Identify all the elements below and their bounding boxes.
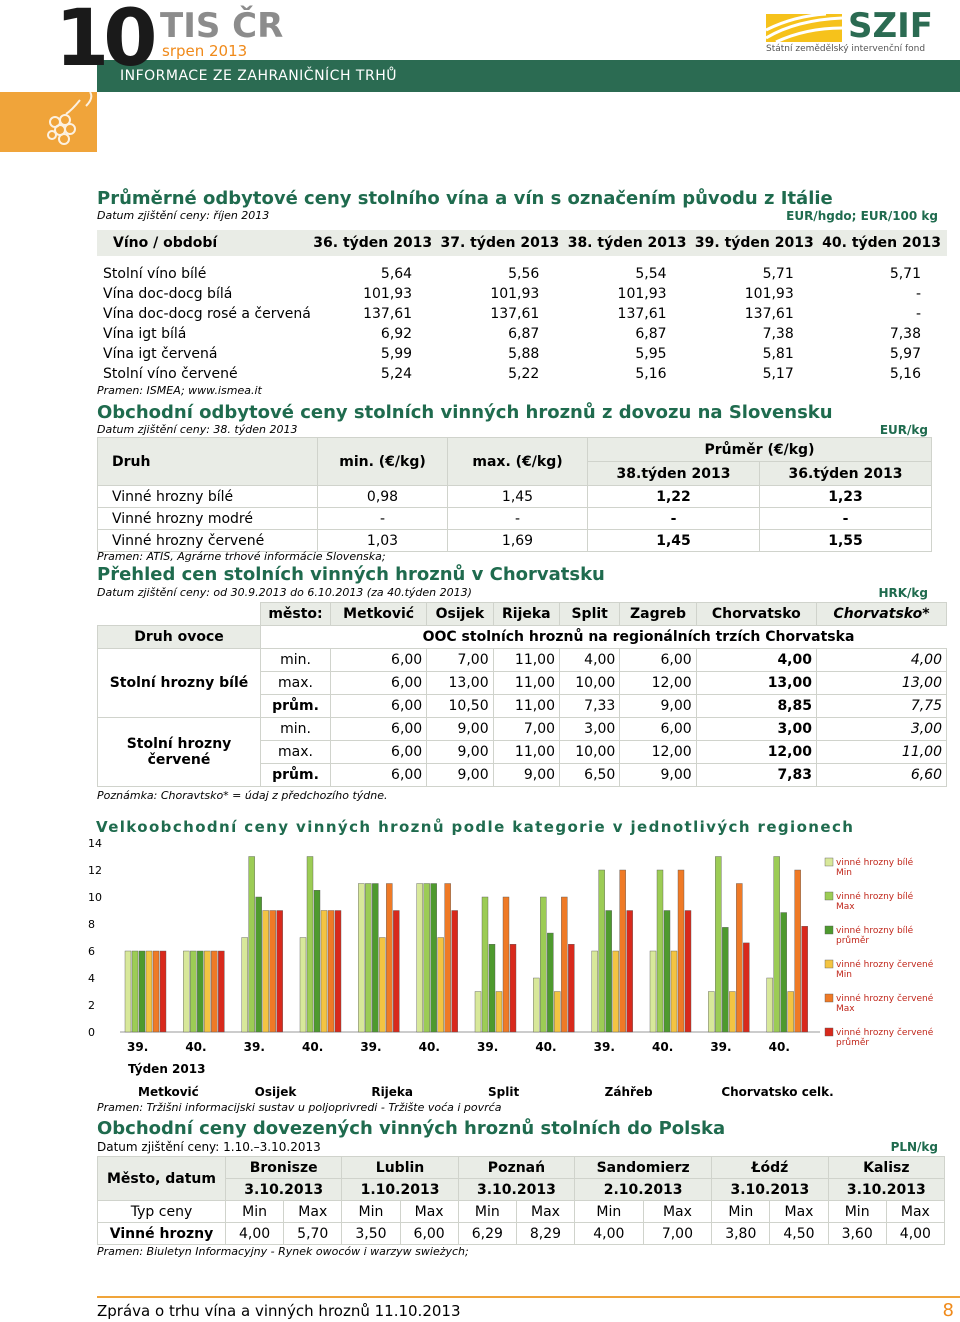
table-row: Stolní hrozny bílé min. 6,00 7,00 11,00 4,00 6,00 4,00 4,00 xyxy=(98,649,947,672)
legend-label: vinné hrozny bílé xyxy=(836,926,914,936)
table-row: Stolní víno bílé 5,64 5,56 5,54 5,71 5,71 xyxy=(103,266,921,282)
table-row: Vinné hrozny bílé 0,98 1,45 1,22 1,23 xyxy=(98,486,932,508)
chart-bar xyxy=(708,992,714,1033)
chart-bar xyxy=(379,938,385,1033)
chart-bar xyxy=(242,938,248,1033)
group-label: Metković xyxy=(138,1085,199,1099)
croatia-date-note: Datum zjištění ceny: od 30.9.2013 do 6.10.2013 (za 40.týden 2013) xyxy=(97,586,472,599)
grape-icon xyxy=(0,92,97,152)
legend-label: vinné hrozny bílé xyxy=(836,858,914,868)
week-label: 39. xyxy=(127,1040,149,1054)
col-header: město: xyxy=(261,603,331,626)
chart-bar xyxy=(183,951,189,1032)
chart-bar xyxy=(328,911,334,1033)
poland-table xyxy=(97,1156,945,1245)
legend-swatch xyxy=(825,994,833,1002)
week-label: 40. xyxy=(652,1040,674,1054)
chart-bar xyxy=(139,951,145,1032)
table-row: Vinné hrozny červené 1,03 1,69 1,45 1,55 xyxy=(98,530,932,552)
slovakia-date-note: Datum zjištění ceny: 38. týden 2013 xyxy=(97,423,298,436)
chart-bar xyxy=(547,933,553,1032)
chart-bar xyxy=(160,951,166,1032)
legend-label: Max xyxy=(836,1004,855,1014)
week-label: 40. xyxy=(302,1040,324,1054)
col-header: 1.10.2013 xyxy=(342,1179,458,1201)
italy-unit: EUR/hgdo; EUR/100 kg xyxy=(786,209,938,223)
week-label: 39. xyxy=(477,1040,499,1054)
chart-bar xyxy=(132,951,138,1032)
legend-label: Max xyxy=(836,902,855,912)
group-label: Chorvatsko celk. xyxy=(721,1085,834,1099)
col-header: Metković xyxy=(331,603,427,626)
chart-bar xyxy=(358,884,364,1033)
week-label: 39. xyxy=(243,1040,265,1054)
table-row: Typ ceny Min Max Min Max Min Max Min Max Min Max Min Max xyxy=(98,1201,945,1223)
col-header: 36.týden 2013 xyxy=(760,462,932,486)
chart-bar xyxy=(438,938,444,1033)
poland-unit: PLN/kg xyxy=(890,1140,938,1154)
chart-bar xyxy=(211,951,217,1032)
chart-bar xyxy=(249,857,255,1033)
chart-bar xyxy=(503,897,509,1032)
legend-label: Min xyxy=(836,970,852,980)
page-number: 8 xyxy=(942,1300,954,1321)
chart-bar xyxy=(620,870,626,1032)
col-header: Poznań xyxy=(458,1157,574,1179)
italy-table xyxy=(97,230,947,384)
italy-date-note: Datum zjištění ceny: říjen 2013 xyxy=(97,209,270,222)
week-label: 40. xyxy=(768,1040,790,1054)
publication-name: TIS ČR xyxy=(160,6,284,46)
slovakia-unit: EUR/kg xyxy=(879,423,928,437)
slovakia-source: Pramen: ATIS, Agrárne trhové informácie Slovenska; xyxy=(97,550,386,563)
table-row: Vína doc-docg rosé a červená 137,61 137,61 137,61 137,61 - xyxy=(103,306,921,322)
col-header: 3.10.2013 xyxy=(458,1179,574,1201)
y-tick-label: 10 xyxy=(88,891,102,904)
table-row: Stolní víno červené 5,24 5,22 5,16 5,17 5,16 xyxy=(103,366,921,382)
croatia-title: Přehled cen stolních vinných hroznů v Chorvatsku xyxy=(97,564,605,585)
poland-title: Obchodní ceny dovezených vinných hroznů stolních do Polska xyxy=(97,1118,726,1139)
slovakia-title: Obchodní odbytové ceny stolních vinných hroznů z dovozu na Slovensku xyxy=(97,402,833,423)
legend-swatch xyxy=(825,858,833,866)
chart-bar xyxy=(417,884,423,1033)
slovakia-table xyxy=(97,437,932,552)
col-header: Druh xyxy=(98,438,318,486)
chart-bar xyxy=(743,943,749,1032)
chart-bar xyxy=(424,884,430,1033)
chart-bar xyxy=(482,897,488,1032)
chart-bar xyxy=(657,870,663,1032)
chart-bar xyxy=(153,951,159,1032)
chart-bar xyxy=(592,951,598,1032)
col-header: 3.10.2013 xyxy=(226,1179,342,1201)
col-header: Chorvatsko xyxy=(696,603,816,626)
legend-label: vinné hrozny bílé xyxy=(836,892,914,902)
chart-bar xyxy=(372,884,378,1033)
chart-bar xyxy=(606,911,612,1033)
y-tick-label: 2 xyxy=(88,999,95,1012)
table-row: prům. 6,00 9,00 9,00 6,50 9,00 7,83 6,60 xyxy=(98,764,947,787)
week-label: 40. xyxy=(535,1040,557,1054)
col-header: Bronisze xyxy=(226,1157,342,1179)
chart-bar xyxy=(393,911,399,1033)
italy-source: Pramen: ISMEA; www.ismea.it xyxy=(97,384,262,397)
col-header: 38.týden 2013 xyxy=(588,462,760,486)
croatia-note: Poznámka: Choravtsko* = údaj z předchozího týdne. xyxy=(97,789,388,802)
col-header: Zagreb xyxy=(620,603,696,626)
chart-bar xyxy=(386,884,392,1033)
chart-bar xyxy=(365,884,371,1033)
page-header xyxy=(0,0,960,152)
col-header: 38. týden 2013 xyxy=(565,230,692,256)
publication-subtitle: INFORMACE ZE ZAHRANIČNÍCH TRHŮ xyxy=(120,68,397,84)
chart-bar xyxy=(475,992,481,1033)
chart-bar xyxy=(554,992,560,1033)
legend-label: průměr xyxy=(836,936,870,946)
group-label: Stolní hrozny červené xyxy=(98,718,261,787)
legend-swatch xyxy=(825,960,833,968)
col-header: Kalisz xyxy=(828,1157,944,1179)
table-row: prům. 6,00 10,50 11,00 7,33 9,00 8,85 7,75 xyxy=(98,695,947,718)
chart-bar xyxy=(678,870,684,1032)
chart-bar xyxy=(540,897,546,1032)
footer-text: Zpráva o trhu vína a vinných hroznů 11.10.2013 xyxy=(97,1302,461,1320)
y-tick-label: 6 xyxy=(88,945,95,958)
col-header: 3.10.2013 xyxy=(712,1179,828,1201)
chart-source: Pramen: Tržišni informacijski sustav u poljoprivredi - Tržište voća i povrća xyxy=(97,1101,502,1114)
chart-bar xyxy=(314,890,320,1032)
week-label: 40. xyxy=(418,1040,440,1054)
chart-bar xyxy=(599,870,605,1032)
chart-bar xyxy=(307,857,313,1033)
col-header: 2.10.2013 xyxy=(575,1179,712,1201)
group-label: Stolní hrozny bílé xyxy=(98,649,261,718)
legend-swatch xyxy=(825,926,833,934)
chart-bar xyxy=(715,857,721,1033)
col-header: min. (€/kg) xyxy=(318,438,448,486)
bar-chart xyxy=(80,810,950,1110)
publication-date: srpen 2013 xyxy=(162,42,248,60)
chart-bar xyxy=(568,944,574,1032)
table-row: max. 6,00 13,00 11,00 10,00 12,00 13,00 13,00 xyxy=(98,672,947,695)
chart-bar xyxy=(650,951,656,1032)
col-header: Víno / období xyxy=(97,230,311,256)
chart-bar xyxy=(277,911,283,1033)
header-grape-tile xyxy=(0,92,97,152)
poland-source: Pramen: Biuletyn Informacyjny - Rynek owoców i warzyw swieżych; xyxy=(97,1245,469,1258)
chart-bar xyxy=(146,951,152,1032)
legend-label: vinné hrozny červené xyxy=(836,1028,934,1038)
legend-swatch xyxy=(825,1028,833,1036)
week-label: 39. xyxy=(360,1040,382,1054)
chart-bar xyxy=(722,927,728,1032)
y-tick-label: 8 xyxy=(88,918,95,931)
y-tick-label: 12 xyxy=(88,864,102,877)
legend-label: vinné hrozny červené xyxy=(836,960,934,970)
legend-label: Min xyxy=(836,868,852,878)
col-header: Osijek xyxy=(427,603,493,626)
chart-bar xyxy=(767,978,773,1032)
table-row: Vína igt bílá 6,92 6,87 6,87 7,38 7,38 xyxy=(103,326,921,342)
week-label: 39. xyxy=(710,1040,732,1054)
x-axis-label: Týden 2013 xyxy=(128,1062,206,1076)
chart-bar xyxy=(218,951,224,1032)
legend-label: průměr xyxy=(836,1038,870,1048)
chart-bar xyxy=(781,913,787,1032)
chart-bar xyxy=(431,884,437,1033)
chart-bar xyxy=(256,897,262,1032)
chart-title: Velkoobchodní ceny vinných hroznů podle kategorie v jednotlivých regionech xyxy=(96,818,855,836)
week-label: 39. xyxy=(593,1040,615,1054)
chart-bar xyxy=(729,992,735,1033)
chart-bar xyxy=(685,911,691,1033)
chart-bar xyxy=(774,857,780,1033)
chart-bar xyxy=(795,870,801,1032)
chart-container xyxy=(80,810,950,1110)
col-header: OOC stolních hroznů na regionálních trzích Chorvatska xyxy=(422,629,855,645)
issue-number: 10 xyxy=(55,0,152,84)
chart-bar xyxy=(802,926,808,1032)
chart-bar xyxy=(510,944,516,1032)
y-tick-label: 0 xyxy=(88,1026,95,1039)
chart-bar xyxy=(736,884,742,1033)
col-header: Město, datum xyxy=(98,1157,226,1201)
logo-name: SZIF xyxy=(848,6,934,46)
table-row: Vína doc-docg bílá 101,93 101,93 101,93 101,93 - xyxy=(103,286,921,302)
table-row: max. 6,00 9,00 11,00 10,00 12,00 12,00 11,00 xyxy=(98,741,947,764)
col-header: Průměr (€/kg) xyxy=(588,438,932,462)
legend-swatch xyxy=(825,892,833,900)
chart-bar xyxy=(445,884,451,1033)
chart-bar xyxy=(321,911,327,1033)
chart-bar xyxy=(197,951,203,1032)
y-tick-label: 4 xyxy=(88,972,95,985)
group-label: Osijek xyxy=(254,1085,297,1099)
group-label: Záhřeb xyxy=(604,1085,653,1099)
footer-line xyxy=(97,1296,960,1298)
chart-bar xyxy=(335,911,341,1033)
col-header: 40. týden 2013 xyxy=(820,230,947,256)
chart-bar xyxy=(125,951,131,1032)
chart-bar xyxy=(671,951,677,1032)
table-row: Stolní hrozny červené min. 6,00 9,00 7,00 3,00 6,00 3,00 3,00 xyxy=(98,718,947,741)
chart-bar xyxy=(263,911,269,1033)
col-header: 37. týden 2013 xyxy=(438,230,565,256)
col-header: Rijeka xyxy=(493,603,559,626)
y-tick-label: 14 xyxy=(88,837,102,850)
col-header: 36. týden 2013 xyxy=(311,230,438,256)
croatia-table xyxy=(97,602,947,787)
chart-bar xyxy=(300,938,306,1033)
poland-date-note: Datum zjištění ceny: 1.10.–3.10.2013 xyxy=(97,1140,321,1154)
chart-bar xyxy=(489,944,495,1032)
col-header: Chorvatsko* xyxy=(816,603,946,626)
col-header: 3.10.2013 xyxy=(828,1179,944,1201)
chart-bar xyxy=(613,951,619,1032)
col-header: Lublin xyxy=(342,1157,458,1179)
col-header: Druh ovoce xyxy=(98,626,261,649)
chart-bar xyxy=(788,992,794,1033)
logo-subtitle: Státní zemědělský intervenční fond xyxy=(766,44,926,54)
chart-bar xyxy=(190,951,196,1032)
col-header: Łódź xyxy=(712,1157,828,1179)
table-row: Vinné hrozny modré - - - - xyxy=(98,508,932,530)
chart-bar xyxy=(452,911,458,1033)
col-header: max. (€/kg) xyxy=(448,438,588,486)
col-header: Split xyxy=(560,603,620,626)
col-header: Sandomierz xyxy=(575,1157,712,1179)
chart-bar xyxy=(561,897,567,1032)
group-label: Rijeka xyxy=(371,1085,414,1099)
chart-bar xyxy=(533,978,539,1032)
table-row: Vína igt červená 5,99 5,88 5,95 5,81 5,97 xyxy=(103,346,921,362)
col-header: 39. týden 2013 xyxy=(693,230,820,256)
italy-title: Průměrné odbytové ceny stolního vína a vín s označením původu z Itálie xyxy=(97,188,833,209)
chart-bar xyxy=(627,911,633,1033)
week-label: 40. xyxy=(185,1040,207,1054)
chart-bar xyxy=(664,911,670,1033)
chart-bar xyxy=(270,911,276,1033)
croatia-unit: HRK/kg xyxy=(878,586,928,600)
table-row: Vinné hrozny 4,00 5,70 3,50 6,00 6,29 8,29 4,00 7,00 3,80 4,50 3,60 4,00 xyxy=(98,1223,945,1245)
group-label: Split xyxy=(488,1085,520,1099)
chart-bar xyxy=(496,992,502,1033)
chart-bar xyxy=(204,951,210,1032)
legend-label: vinné hrozny červené xyxy=(836,994,934,1004)
